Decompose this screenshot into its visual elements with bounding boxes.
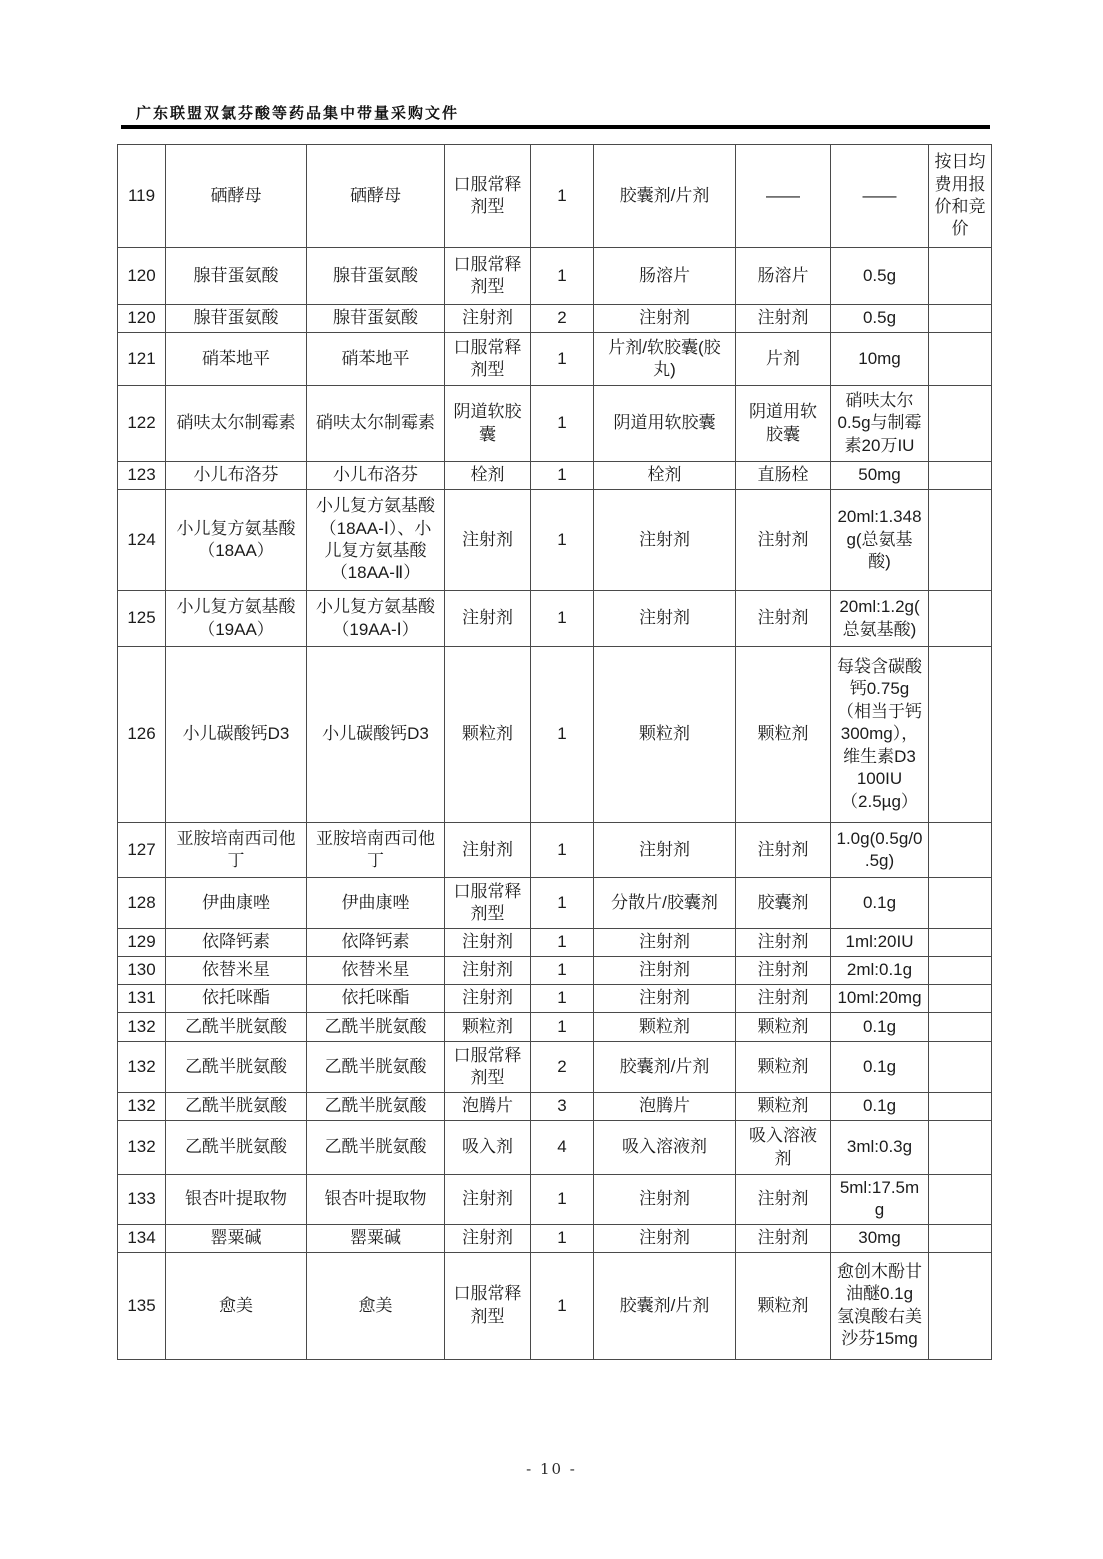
- group-number-cell: 1: [531, 1252, 594, 1359]
- row-number-cell: 135: [118, 1252, 166, 1359]
- product-name-cell: 硝呋太尔制霉素: [307, 386, 445, 462]
- row-number-cell: 133: [118, 1175, 166, 1225]
- specification-cell: ——: [831, 145, 929, 248]
- row-number-cell: 132: [118, 1093, 166, 1121]
- product-name-cell: 依替米星: [307, 957, 445, 985]
- table-row: [118, 462, 992, 490]
- remark-cell: [929, 1042, 992, 1093]
- group-number-cell: 1: [531, 145, 594, 248]
- table-row: [118, 929, 992, 957]
- product-name-cell: 愈美: [307, 1252, 445, 1359]
- dosage-category-cell: 注射剂: [445, 957, 531, 985]
- dosage-category-cell: 注射剂: [445, 1175, 531, 1225]
- dosage-category-cell: 注射剂: [445, 985, 531, 1013]
- specification-cell: 20ml:1.2g(总氨基酸): [831, 591, 929, 647]
- specification-cell: 0.5g: [831, 248, 929, 305]
- row-number-cell: 132: [118, 1121, 166, 1175]
- dosage-form-cell: 栓剂: [594, 462, 736, 490]
- representative-form-cell: 注射剂: [736, 929, 831, 957]
- dosage-category-cell: 口服常释剂型: [445, 878, 531, 929]
- specification-cell: 0.1g: [831, 1042, 929, 1093]
- product-name-cell: 硒酵母: [307, 145, 445, 248]
- row-number-cell: 120: [118, 305, 166, 333]
- procurement-name-cell: 亚胺培南西司他丁: [166, 823, 307, 878]
- representative-form-cell: 片剂: [736, 333, 831, 386]
- remark-cell: [929, 1175, 992, 1225]
- dosage-category-cell: 颗粒剂: [445, 1013, 531, 1042]
- table-row: [118, 591, 992, 647]
- representative-form-cell: 注射剂: [736, 823, 831, 878]
- table-row: [118, 1224, 992, 1252]
- row-number-cell: 123: [118, 462, 166, 490]
- product-name-cell: 罂粟碱: [307, 1224, 445, 1252]
- remark-cell: [929, 823, 992, 878]
- representative-form-cell: 吸入溶液剂: [736, 1121, 831, 1175]
- dosage-category-cell: 注射剂: [445, 490, 531, 591]
- group-number-cell: 1: [531, 878, 594, 929]
- dosage-category-cell: 注射剂: [445, 929, 531, 957]
- specification-cell: 1ml:20IU: [831, 929, 929, 957]
- remark-cell: 按日均费用报价和竞价: [929, 145, 992, 248]
- table-row: [118, 985, 992, 1013]
- group-number-cell: 4: [531, 1121, 594, 1175]
- group-number-cell: 1: [531, 1224, 594, 1252]
- table-row: [118, 878, 992, 929]
- group-number-cell: 2: [531, 305, 594, 333]
- product-name-cell: 银杏叶提取物: [307, 1175, 445, 1225]
- remark-cell: [929, 1252, 992, 1359]
- procurement-name-cell: 小儿复方氨基酸（19AA）: [166, 591, 307, 647]
- representative-form-cell: ——: [736, 145, 831, 248]
- procurement-name-cell: 硝苯地平: [166, 333, 307, 386]
- group-number-cell: 1: [531, 248, 594, 305]
- table-row: [118, 1042, 992, 1093]
- row-number-cell: 132: [118, 1013, 166, 1042]
- dosage-category-cell: 颗粒剂: [445, 647, 531, 823]
- dosage-form-cell: 吸入溶液剂: [594, 1121, 736, 1175]
- row-number-cell: 119: [118, 145, 166, 248]
- row-number-cell: 122: [118, 386, 166, 462]
- product-name-cell: 硝苯地平: [307, 333, 445, 386]
- representative-form-cell: 颗粒剂: [736, 1252, 831, 1359]
- remark-cell: [929, 647, 992, 823]
- product-name-cell: 乙酰半胱氨酸: [307, 1042, 445, 1093]
- specification-cell: 0.1g: [831, 1013, 929, 1042]
- representative-form-cell: 注射剂: [736, 1175, 831, 1225]
- procurement-name-cell: 银杏叶提取物: [166, 1175, 307, 1225]
- row-number-cell: 127: [118, 823, 166, 878]
- procurement-name-cell: 硝呋太尔制霉素: [166, 386, 307, 462]
- remark-cell: [929, 929, 992, 957]
- dosage-form-cell: 分散片/胶囊剂: [594, 878, 736, 929]
- dosage-category-cell: 注射剂: [445, 591, 531, 647]
- group-number-cell: 3: [531, 1093, 594, 1121]
- remark-cell: [929, 305, 992, 333]
- remark-cell: [929, 248, 992, 305]
- group-number-cell: 1: [531, 929, 594, 957]
- row-number-cell: 132: [118, 1042, 166, 1093]
- procurement-name-cell: 乙酰半胱氨酸: [166, 1121, 307, 1175]
- procurement-name-cell: 乙酰半胱氨酸: [166, 1042, 307, 1093]
- dosage-form-cell: 注射剂: [594, 1175, 736, 1225]
- group-number-cell: 1: [531, 985, 594, 1013]
- page-number: - 10 -: [526, 1460, 577, 1478]
- table-row: [118, 1093, 992, 1121]
- table-row: [118, 248, 992, 305]
- table-row: [118, 490, 992, 591]
- dosage-category-cell: 口服常释剂型: [445, 145, 531, 248]
- specification-cell: 2ml:0.1g: [831, 957, 929, 985]
- product-name-cell: 依托咪酯: [307, 985, 445, 1013]
- row-number-cell: 120: [118, 248, 166, 305]
- specification-cell: 10ml:20mg: [831, 985, 929, 1013]
- table-row: [118, 1013, 992, 1042]
- specification-cell: 愈创木酚甘油醚0.1g 氢溴酸右美沙芬15mg: [831, 1252, 929, 1359]
- table-row: [118, 333, 992, 386]
- row-number-cell: 131: [118, 985, 166, 1013]
- procurement-name-cell: 小儿复方氨基酸（18AA）: [166, 490, 307, 591]
- dosage-form-cell: 注射剂: [594, 957, 736, 985]
- procurement-name-cell: 腺苷蛋氨酸: [166, 305, 307, 333]
- product-name-cell: 小儿布洛芬: [307, 462, 445, 490]
- group-number-cell: 1: [531, 823, 594, 878]
- group-number-cell: 1: [531, 591, 594, 647]
- specification-cell: 30mg: [831, 1224, 929, 1252]
- row-number-cell: 129: [118, 929, 166, 957]
- remark-cell: [929, 1093, 992, 1121]
- table-row: [118, 145, 992, 248]
- group-number-cell: 2: [531, 1042, 594, 1093]
- dosage-form-cell: 注射剂: [594, 929, 736, 957]
- product-name-cell: 小儿碳酸钙D3: [307, 647, 445, 823]
- group-number-cell: 1: [531, 957, 594, 985]
- dosage-category-cell: 口服常释剂型: [445, 1042, 531, 1093]
- specification-cell: 0.5g: [831, 305, 929, 333]
- remark-cell: [929, 985, 992, 1013]
- remark-cell: [929, 386, 992, 462]
- group-number-cell: 1: [531, 386, 594, 462]
- procurement-name-cell: 乙酰半胱氨酸: [166, 1093, 307, 1121]
- dosage-form-cell: 阴道用软胶囊: [594, 386, 736, 462]
- dosage-form-cell: 胶囊剂/片剂: [594, 1042, 736, 1093]
- representative-form-cell: 注射剂: [736, 591, 831, 647]
- dosage-form-cell: 注射剂: [594, 823, 736, 878]
- product-name-cell: 依降钙素: [307, 929, 445, 957]
- table-row: [118, 647, 992, 823]
- product-name-cell: 腺苷蛋氨酸: [307, 305, 445, 333]
- row-number-cell: 130: [118, 957, 166, 985]
- row-number-cell: 125: [118, 591, 166, 647]
- table-row: [118, 1121, 992, 1175]
- dosage-category-cell: 泡腾片: [445, 1093, 531, 1121]
- group-number-cell: 1: [531, 647, 594, 823]
- remark-cell: [929, 1013, 992, 1042]
- dosage-category-cell: 栓剂: [445, 462, 531, 490]
- row-number-cell: 126: [118, 647, 166, 823]
- specification-cell: 50mg: [831, 462, 929, 490]
- group-number-cell: 1: [531, 1013, 594, 1042]
- procurement-name-cell: 依降钙素: [166, 929, 307, 957]
- specification-cell: 0.1g: [831, 878, 929, 929]
- table-row: [118, 823, 992, 878]
- dosage-category-cell: 注射剂: [445, 823, 531, 878]
- representative-form-cell: 颗粒剂: [736, 647, 831, 823]
- dosage-form-cell: 颗粒剂: [594, 1013, 736, 1042]
- table-row: [118, 957, 992, 985]
- dosage-category-cell: 注射剂: [445, 305, 531, 333]
- remark-cell: [929, 462, 992, 490]
- specification-cell: 20ml:1.348g(总氨基酸): [831, 490, 929, 591]
- specification-cell: 每袋含碳酸钙0.75g（相当于钙300mg），维生素D3 100IU（2.5µg）: [831, 647, 929, 823]
- group-number-cell: 1: [531, 462, 594, 490]
- representative-form-cell: 注射剂: [736, 305, 831, 333]
- representative-form-cell: 注射剂: [736, 490, 831, 591]
- dosage-form-cell: 注射剂: [594, 305, 736, 333]
- dosage-category-cell: 注射剂: [445, 1224, 531, 1252]
- remark-cell: [929, 490, 992, 591]
- row-number-cell: 134: [118, 1224, 166, 1252]
- dosage-form-cell: 注射剂: [594, 1224, 736, 1252]
- table-row: [118, 1252, 992, 1359]
- dosage-form-cell: 片剂/软胶囊(胶丸): [594, 333, 736, 386]
- group-number-cell: 1: [531, 1175, 594, 1225]
- procurement-name-cell: 依托咪酯: [166, 985, 307, 1013]
- procurement-name-cell: 小儿碳酸钙D3: [166, 647, 307, 823]
- specification-cell: 0.1g: [831, 1093, 929, 1121]
- remark-cell: [929, 591, 992, 647]
- dosage-form-cell: 颗粒剂: [594, 647, 736, 823]
- specification-cell: 硝呋太尔0.5g与制霉素20万IU: [831, 386, 929, 462]
- dosage-form-cell: 注射剂: [594, 985, 736, 1013]
- dosage-form-cell: 胶囊剂/片剂: [594, 1252, 736, 1359]
- group-number-cell: 1: [531, 490, 594, 591]
- procurement-name-cell: 乙酰半胱氨酸: [166, 1013, 307, 1042]
- dosage-category-cell: 阴道软胶囊: [445, 386, 531, 462]
- product-name-cell: 腺苷蛋氨酸: [307, 248, 445, 305]
- product-name-cell: 小儿复方氨基酸（18AA-Ⅰ）、小儿复方氨基酸（18AA-Ⅱ）: [307, 490, 445, 591]
- product-name-cell: 乙酰半胱氨酸: [307, 1121, 445, 1175]
- remark-cell: [929, 1121, 992, 1175]
- product-name-cell: 乙酰半胱氨酸: [307, 1013, 445, 1042]
- procurement-name-cell: 小儿布洛芬: [166, 462, 307, 490]
- procurement-name-cell: 伊曲康唑: [166, 878, 307, 929]
- specification-cell: 3ml:0.3g: [831, 1121, 929, 1175]
- representative-form-cell: 直肠栓: [736, 462, 831, 490]
- representative-form-cell: 胶囊剂: [736, 878, 831, 929]
- table-row: [118, 305, 992, 333]
- representative-form-cell: 肠溶片: [736, 248, 831, 305]
- procurement-name-cell: 硒酵母: [166, 145, 307, 248]
- product-name-cell: 亚胺培南西司他丁: [307, 823, 445, 878]
- table-row: [118, 1175, 992, 1225]
- procurement-name-cell: 愈美: [166, 1252, 307, 1359]
- product-name-cell: 小儿复方氨基酸（19AA-Ⅰ）: [307, 591, 445, 647]
- representative-form-cell: 注射剂: [736, 985, 831, 1013]
- representative-form-cell: 颗粒剂: [736, 1013, 831, 1042]
- drug-procurement-table: [117, 144, 992, 1360]
- remark-cell: [929, 1224, 992, 1252]
- dosage-form-cell: 肠溶片: [594, 248, 736, 305]
- specification-cell: 1.0g(0.5g/0.5g): [831, 823, 929, 878]
- representative-form-cell: 阴道用软胶囊: [736, 386, 831, 462]
- row-number-cell: 124: [118, 490, 166, 591]
- representative-form-cell: 颗粒剂: [736, 1042, 831, 1093]
- representative-form-cell: 颗粒剂: [736, 1093, 831, 1121]
- dosage-form-cell: 胶囊剂/片剂: [594, 145, 736, 248]
- group-number-cell: 1: [531, 333, 594, 386]
- remark-cell: [929, 878, 992, 929]
- procurement-name-cell: 腺苷蛋氨酸: [166, 248, 307, 305]
- remark-cell: [929, 333, 992, 386]
- table-row: [118, 386, 992, 462]
- dosage-form-cell: 注射剂: [594, 490, 736, 591]
- dosage-category-cell: 吸入剂: [445, 1121, 531, 1175]
- dosage-category-cell: 口服常释剂型: [445, 333, 531, 386]
- header-rule: [121, 125, 990, 129]
- row-number-cell: 128: [118, 878, 166, 929]
- procurement-name-cell: 依替米星: [166, 957, 307, 985]
- representative-form-cell: 注射剂: [736, 1224, 831, 1252]
- procurement-name-cell: 罂粟碱: [166, 1224, 307, 1252]
- specification-cell: 5ml:17.5mg: [831, 1175, 929, 1225]
- document-title: 广东联盟双氯芬酸等药品集中带量采购文件: [136, 104, 460, 122]
- product-name-cell: 伊曲康唑: [307, 878, 445, 929]
- dosage-category-cell: 口服常释剂型: [445, 248, 531, 305]
- dosage-category-cell: 口服常释剂型: [445, 1252, 531, 1359]
- remark-cell: [929, 957, 992, 985]
- dosage-form-cell: 注射剂: [594, 591, 736, 647]
- table-body: [118, 145, 992, 1360]
- row-number-cell: 121: [118, 333, 166, 386]
- product-name-cell: 乙酰半胱氨酸: [307, 1093, 445, 1121]
- representative-form-cell: 注射剂: [736, 957, 831, 985]
- specification-cell: 10mg: [831, 333, 929, 386]
- dosage-form-cell: 泡腾片: [594, 1093, 736, 1121]
